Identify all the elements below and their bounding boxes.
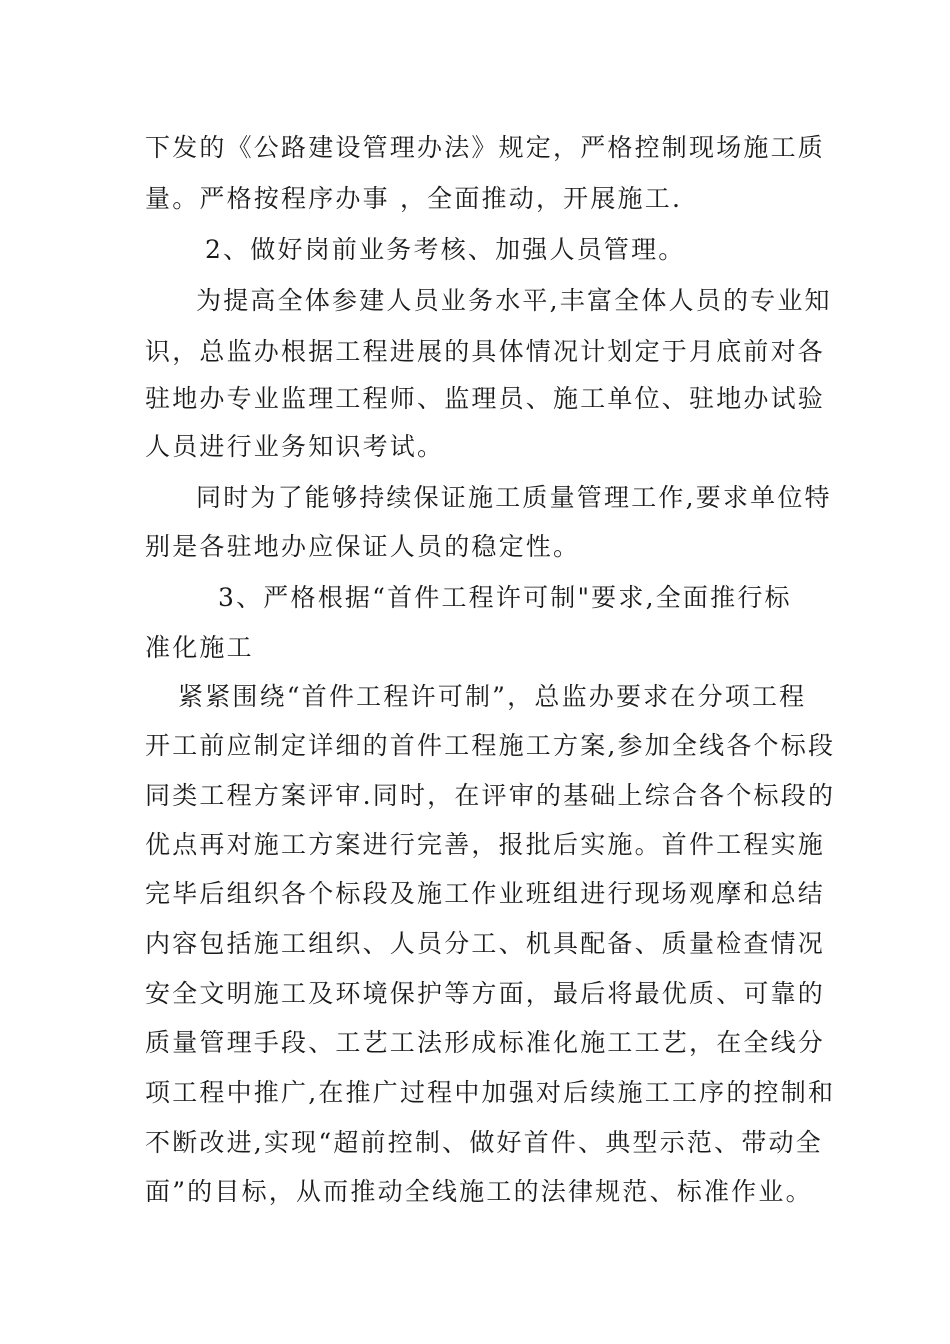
text-line-13: 开工前应制定详细的首件工程施工方案,参加全线各个标段 <box>145 731 836 760</box>
text-line-15: 优点再对施工方案进行完善，报批后实施。首件工程实施 <box>145 830 826 859</box>
text-line-9: 别是各驻地办应保证人员的稳定性。 <box>145 532 581 561</box>
text-line-19: 质量管理手段、工艺工法形成标准化施工工艺，在全线分 <box>145 1028 826 1057</box>
text-line-16: 完毕后组织各个标段及施工作业班组进行现场观摩和总结 <box>145 879 826 908</box>
section-heading-3: 3、严格根据“首件工程许可制"要求,全面推行标 <box>218 583 792 612</box>
text-line-6: 驻地办专业监理工程师、监理员、施工单位、驻地办试验 <box>145 384 826 413</box>
text-line-1: 下发的《公路建设管理办法》规定，严格控制现场施工质 <box>145 133 826 162</box>
text-line-2: 量。严格按程序办事 ，全面推动，开展施工. <box>145 184 683 213</box>
text-line-20: 项工程中推广,在推广过程中加强对后续施工工序的控制和 <box>145 1078 836 1107</box>
text-line-22: 面”的目标，从而推动全线施工的法律规范、标准作业。 <box>145 1177 813 1206</box>
text-line-5: 识，总监办根据工程进展的具体情况计划定于月底前对各 <box>145 337 826 366</box>
section-heading-3-cont: 准化施工 <box>145 633 254 662</box>
text-line-14: 同类工程方案评审.同时，在评审的基础上综合各个标段的 <box>145 781 836 810</box>
text-line-21: 不断改进,实现“超前控制、做好首件、典型示范、带动全 <box>145 1128 823 1157</box>
text-line-18: 安全文明施工及环境保护等方面，最后将最优质、可靠的 <box>145 979 826 1008</box>
text-line-4: 为提高全体参建人员业务水平,丰富全体人员的专业知 <box>196 286 832 315</box>
section-heading-2: 2、做好岗前业务考核、加强人员管理。 <box>205 235 686 264</box>
text-line-7: 人员进行业务知识考试。 <box>145 432 445 461</box>
text-line-8: 同时为了能够持续保证施工质量管理工作,要求单位特 <box>196 483 832 512</box>
text-line-12: 紧紧围绕“首件工程许可制”，总监办要求在分项工程 <box>178 682 807 711</box>
text-line-17: 内容包括施工组织、人员分工、机具配备、质量检查情况 <box>145 929 826 958</box>
